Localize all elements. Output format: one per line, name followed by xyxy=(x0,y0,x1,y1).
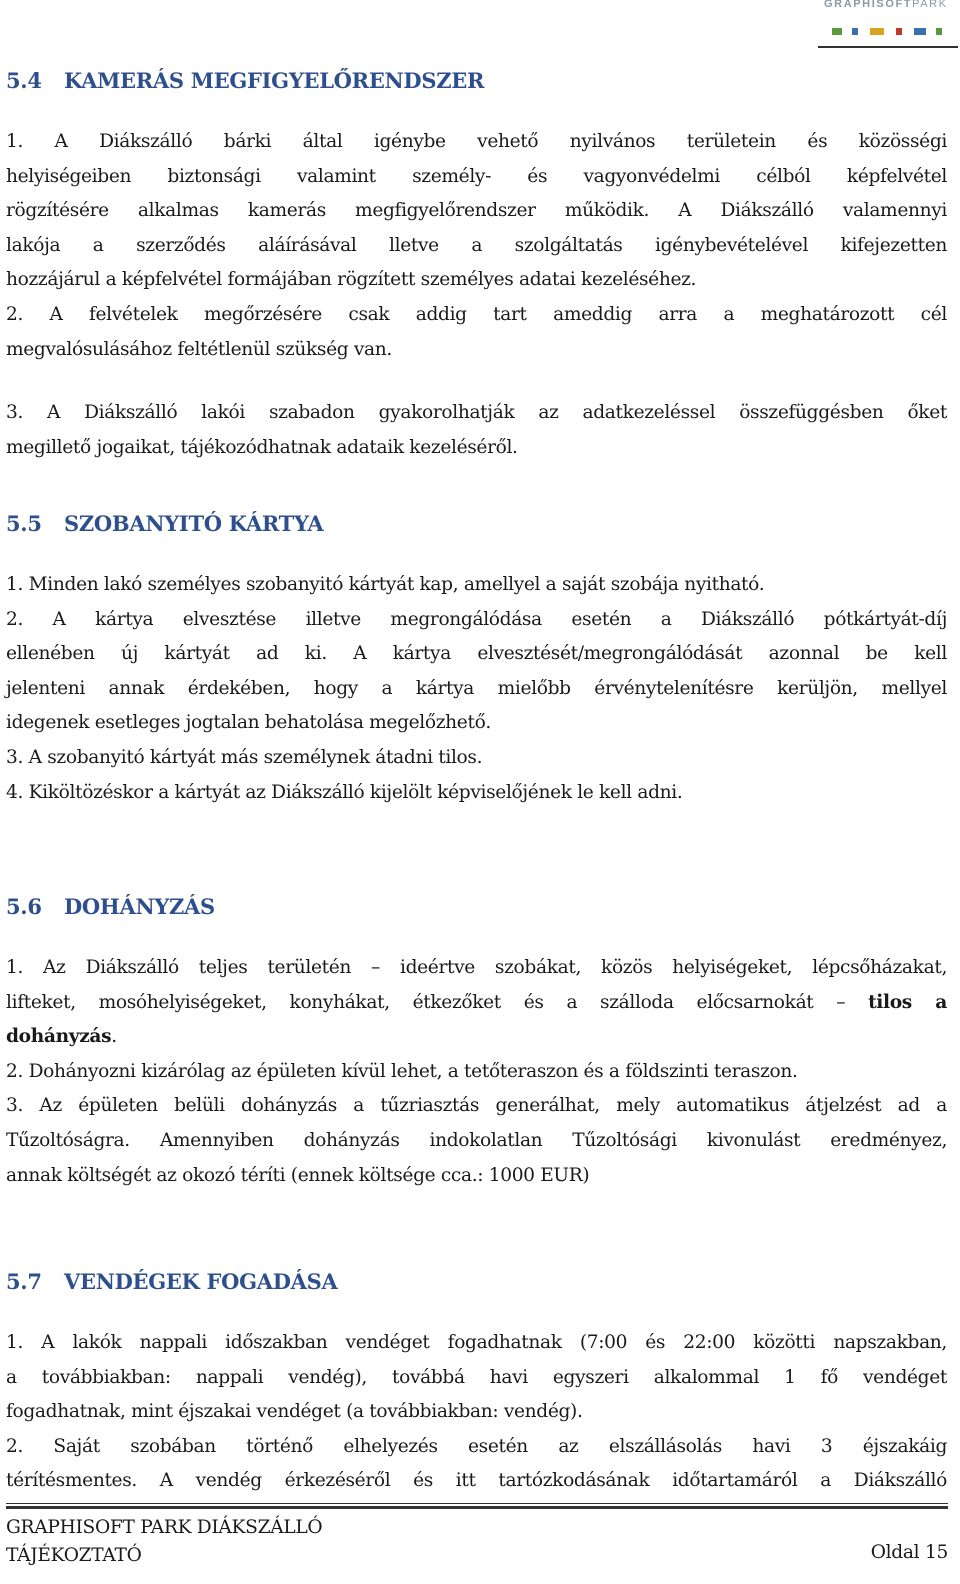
text-line: 2. A felvételek megőrzésére csak addig tart ameddig arra a meghatározott cél xyxy=(6,303,947,325)
text-line: a továbbiakban: nappali vendég), továbbá havi egyszeri alkalommal 1 fő vendéget xyxy=(6,1366,947,1388)
section-title: SZOBANYITÓ KÁRTYA xyxy=(64,511,324,536)
logo-bars-icon xyxy=(824,26,954,38)
footer-divider-thick xyxy=(6,1506,948,1509)
page-number: Oldal 15 xyxy=(870,1542,948,1563)
text-line: megillető jogaikat, tájékozódhatnak adataik kezeléséről. xyxy=(6,436,518,458)
section-body-5-5 xyxy=(6,568,947,810)
text-line: 3. Az épületen belüli dohányzás a tűzriasztás generálhat, mely automatikus átjelzést ad a xyxy=(6,1095,947,1117)
footer-line-1: GRAPHISOFT PARK DIÁKSZÁLLÓ xyxy=(6,1517,323,1538)
section-heading-5-6 xyxy=(6,894,215,919)
text-line xyxy=(6,986,947,1021)
text-fragment: . xyxy=(111,1026,117,1048)
text-line: helyiségeiben biztonsági valamint személy- és vagyonvédelmi célból képfelvétel xyxy=(6,165,947,187)
logo-text: GRAPHISOFTPARK xyxy=(824,0,948,10)
text-line: 4. Kiköltözéskor a kártyát az Diákszálló kijelölt képviselőjének le kell adni. xyxy=(6,781,683,803)
section-number: 5.4 xyxy=(6,68,42,93)
text-line: ellenében új kártyát ad ki. A kártya elvesztését/megrongálódását azonnal be kell xyxy=(6,643,947,665)
section-body-5-7 xyxy=(6,1326,947,1499)
section-heading-5-7 xyxy=(6,1269,338,1294)
text-line: 2. Dohányozni kizárólag az épületen kívül lehet, a tetőteraszon és a földszinti teraszon. xyxy=(6,1060,798,1082)
section-body-5-4 xyxy=(6,125,947,367)
section-title: DOHÁNYZÁS xyxy=(64,894,215,919)
text-line: rögzítésére alkalmas kamerás megfigyelőrendszer működik. A Diákszálló valamennyi xyxy=(6,200,947,222)
text-line: 1. A lakók nappali időszakban vendéget fogadhatnak (7:00 és 22:00 közötti napszakban, xyxy=(6,1332,947,1353)
footer-divider xyxy=(6,1503,948,1504)
text-line: térítésmentes. A vendég érkezéséről és itt tartózkodásának időtartamáról a Diákszálló xyxy=(6,1470,947,1492)
text-line: jelenteni annak érdekében, hogy a kártya mielőbb érvénytelenítésre kerüljön, mellyel xyxy=(6,677,947,699)
section-heading-5-4 xyxy=(6,68,484,93)
text-line: 3. A Diákszálló lakói szabadon gyakorolhatják az adatkezeléssel összefüggésben őket xyxy=(6,402,947,423)
section-title: VENDÉGEK FOGADÁSA xyxy=(64,1269,338,1294)
footer-line-2: TÁJÉKOZTATÓ xyxy=(6,1545,142,1566)
text-line: idegenek esetleges jogtalan behatolása megelőzhető. xyxy=(6,712,491,734)
text-line: 2. A kártya elvesztése illetve megrongálódása esetén a Diákszálló pótkártyát-díj xyxy=(6,608,947,630)
footer-title xyxy=(6,1514,322,1570)
text-line: 1. Az Diákszálló teljes területén – ideértve szobákat, közös helyiségeket, lépcsőházakat, xyxy=(6,957,947,978)
text-line: Tűzoltóságra. Amennyiben dohányzás indokolatlan Tűzoltósági kivonulást eredményez, xyxy=(6,1129,947,1151)
section-number: 5.7 xyxy=(6,1269,42,1294)
text-line: 3. A szobanyitó kártyát más személynek átadni tilos. xyxy=(6,746,483,768)
text-line: annak költségét az okozó téríti (ennek költsége cca.: 1000 EUR) xyxy=(6,1164,590,1186)
text-line: fogadhatnak, mint éjszakai vendéget (a továbbiakban: vendég). xyxy=(6,1401,583,1423)
section-body-5-4-item-3 xyxy=(6,396,947,465)
text-fragment: lifteket, mosóhelyiségeket, konyhákat, étkezőket és a szálloda előcsarnokát – xyxy=(6,991,846,1013)
text-line: 2. Saját szobában történő elhelyezés esetén az elszállásolás havi 3 éjszakáig xyxy=(6,1435,947,1457)
text-line: 1. Minden lakó személyes szobanyitó kártyát kap, amellyel a saját szobája nyitható. xyxy=(6,574,765,595)
section-title: KAMERÁS MEGFIGYELŐRENDSZER xyxy=(64,68,485,93)
bold-text: dohányzás xyxy=(6,1026,112,1048)
text-line: lakója a szerződés aláírásával lletve a szolgáltatás igénybevételével kifejezetten xyxy=(6,234,947,256)
bold-text: tilos a xyxy=(868,991,947,1013)
text-line: 1. A Diákszálló bárki által igénybe vehető nyilvános területein és közösségi xyxy=(6,131,947,152)
section-number: 5.5 xyxy=(6,511,42,536)
section-body-5-6 xyxy=(6,951,947,1193)
section-number: 5.6 xyxy=(6,894,42,919)
text-line: hozzájárul a képfelvétel formájában rögzített személyes adatai kezeléséhez. xyxy=(6,269,697,291)
graphisoft-park-logo xyxy=(818,0,958,52)
text-line: megvalósulásához feltétlenül szükség van. xyxy=(6,338,392,360)
logo-divider xyxy=(818,46,958,48)
section-heading-5-5 xyxy=(6,511,323,536)
text-line xyxy=(6,1020,947,1055)
